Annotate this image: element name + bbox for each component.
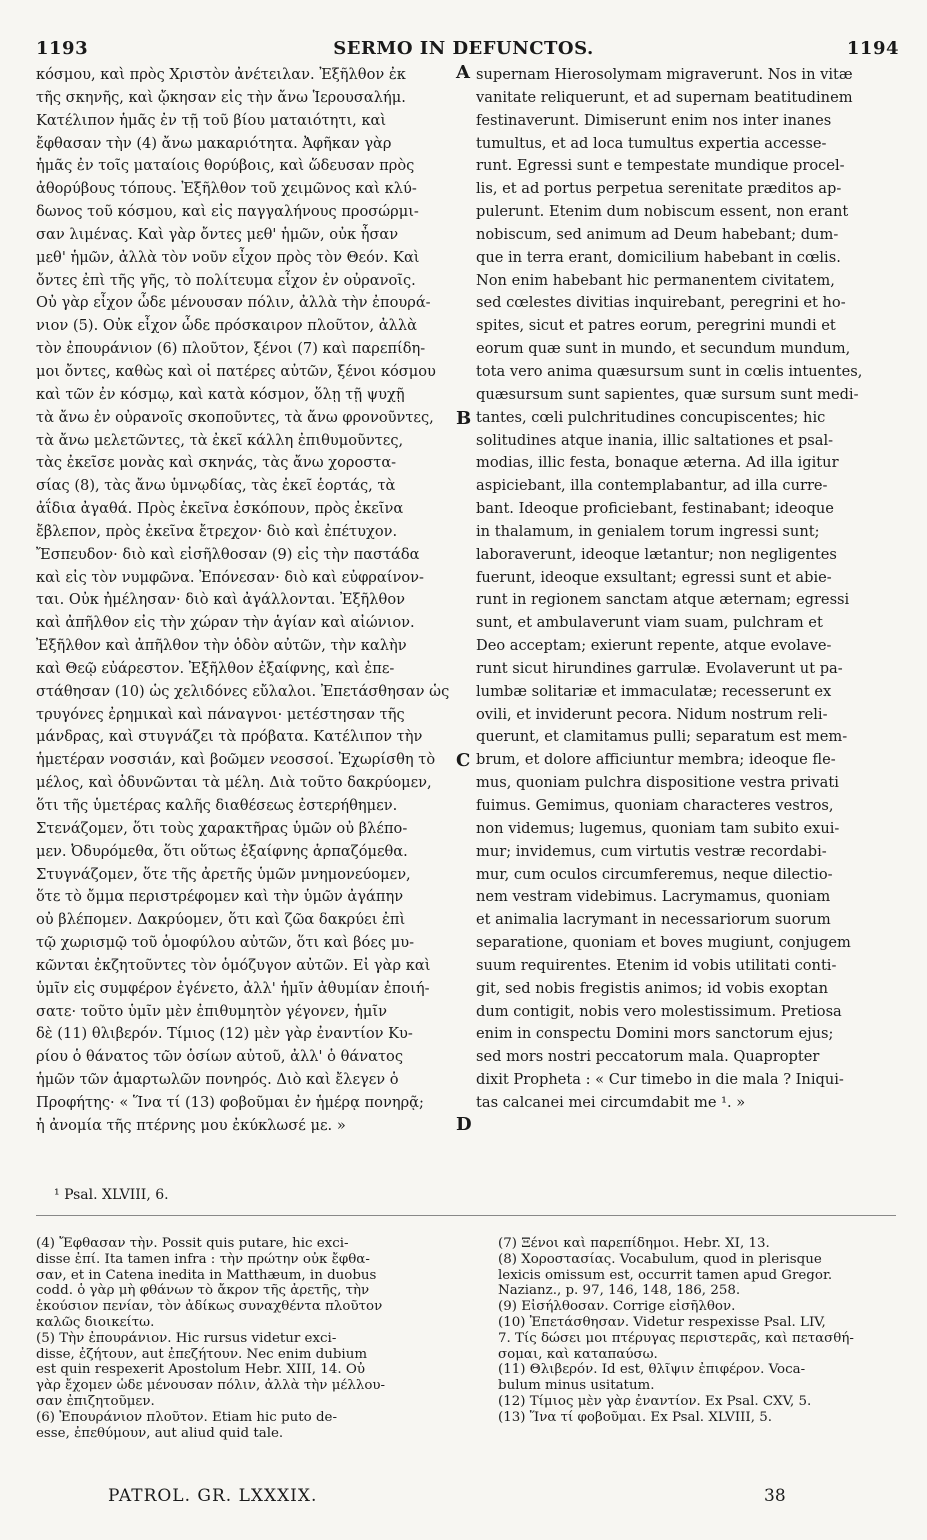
greek-text-line: τὸν ἐπουράνιον (6) πλοῦτον, ξένοι (7) καὶ παρεπίδη- <box>36 340 426 358</box>
greek-text-line: μέλος, καὶ ὀδυνῶνται τὰ μέλη. Διὰ τοῦτο δακρύομεν, <box>36 774 432 792</box>
note-line: bulum minus usitatum. <box>498 1378 655 1394</box>
margin-marker-a: A <box>456 62 470 83</box>
greek-text-line: ἔβλεπον, πρὸς ἐκεῖνα ἔτρεχον· διὸ καὶ ἐπέτυχον. <box>36 522 398 540</box>
latin-text-line: pulerunt. Etenim dum nobiscum essent, non erant <box>476 203 849 221</box>
greek-text-line: καὶ τῶν ἐν κόσμῳ, καὶ κατὰ κόσμον, ὅλῃ τῇ ψυχῇ <box>36 385 405 403</box>
latin-text-line: sunt, et ambulaverunt viam suam, pulchram et <box>476 614 823 632</box>
latin-text-line: supernam Hierosolymam migraverunt. Nos in vitæ <box>476 66 853 83</box>
latin-text-line: separatione, quoniam et boves mugiunt, conjugem <box>476 934 851 952</box>
note-line: σαν ἐπιζητοῦμεν. <box>36 1393 155 1409</box>
note-line: lexicis omissum est, occurrit tamen apud Gregor. <box>498 1267 833 1283</box>
greek-text-line: καὶ ἀπῆλθον εἰς τὴν χώραν τὴν ἁγίαν καὶ αἰώνιον. <box>36 614 415 632</box>
greek-text-line: τῆς σκηνῆς, καὶ ᾤκησαν εἰς τὴν ἄνω Ἱερουσαλήμ. <box>36 88 406 106</box>
latin-text-line: eorum quæ sunt in mundo, et secundum mundum, <box>476 340 851 358</box>
greek-text-line: μάνδρας, καὶ στυγνάζει τὰ πρόβατα. Κατέλιπον τὴν <box>36 728 423 746</box>
latin-text-line: ovili, et inviderunt pecora. Nidum nostrum reli- <box>476 705 828 723</box>
greek-text-line: ἡμᾶς ἐν τοῖς ματαίοις θορύβοις, καὶ ὥδευσαν πρὸς <box>36 157 415 175</box>
latin-text-line: runt in regionem sanctam atque æternam; egressi <box>476 591 850 609</box>
greek-column <box>36 64 454 1138</box>
latin-text-line: sed mors nostri peccatorum mala. Quapropter <box>476 1048 820 1066</box>
greek-text-line: Στενάζομεν, ὅτι τοὺς χαρακτῆρας ὑμῶν οὐ βλέπο- <box>36 819 408 837</box>
greek-text-line: ἡμῶν τῶν ἁμαρτωλῶν πονηρός. Διὸ καὶ ἔλεγεν ὁ <box>36 1071 399 1089</box>
greek-text-line: σατε· τοῦτο ὑμῖν μὲν ἐπιθυμητὸν γέγονεν, ἡμῖν <box>36 1002 387 1020</box>
latin-text-line: lumbæ solitariæ et immaculatæ; recesserunt ex <box>476 682 832 700</box>
note-line: (8) Χοροστασίας. Vocabulum, quod in plerisque <box>498 1251 822 1267</box>
latin-text-line: que in terra erant, domicilium habebant in cœlis. <box>476 248 841 266</box>
greek-text-line: δωνος τοῦ κόσμου, καὶ εἰς παγγαλήνους προσώρμι- <box>36 203 419 221</box>
greek-text-line: δὲ (11) θλιβερόν. Τίμιος (12) μὲν γὰρ ἐναντίον Κυ- <box>36 1025 413 1043</box>
notes-right-column <box>498 1236 898 1426</box>
latin-text-line: et animalia lacrymant in necessariorum suorum <box>476 911 831 929</box>
note-line: est quin respexerit Apostolum Hebr. XIII, 14. Οὐ <box>36 1362 365 1378</box>
latin-text-line: fuerunt, ideoque exsultant; egressi sunt et abie- <box>476 568 832 586</box>
margin-marker-c: C <box>456 750 471 771</box>
greek-text-line: ὅτι τῆς ὑμετέρας καλῆς διαθέσεως ἐστερήθημεν. <box>36 797 398 814</box>
latin-text-line: dixit Propheta : « Cur timebo in die mala ? Iniqui- <box>476 1071 844 1089</box>
note-line: (6) Ἐπουράνιον πλοῦτον. Etiam hic puto de- <box>36 1409 337 1425</box>
note-line: disse, ἐζήτουν, aut ἐπεζήτουν. Nec enim dubium <box>36 1346 368 1362</box>
note-line: (7) Ξένοι καὶ παρεπίδημοι. Hebr. XI, 13. <box>498 1236 770 1251</box>
note-line: σομαι, καὶ καταπαύσω. <box>498 1346 658 1362</box>
latin-text-line: mus, quoniam pulchra dispositione vestra privati <box>476 774 839 792</box>
latin-text-line: in thalamum, in genialem torum ingressi sunt; <box>476 522 820 540</box>
latin-column <box>476 64 896 1115</box>
greek-text-line: ἀθορύβους τόπους. Ἐξῆλθον τοῦ χειμῶνος καὶ κλύ- <box>36 180 417 198</box>
latin-text-line: tas calcanei mei circumdabit me ¹. » <box>476 1093 746 1111</box>
greek-text-line: τὰ ἄνω μελετῶντες, τὰ ἐκεῖ κάλλη ἐπιθυμοῦντες, <box>36 431 404 449</box>
latin-text-line: quæsursum sunt sapientes, quæ sursum sunt medi- <box>476 385 859 403</box>
greek-text-line: καὶ Θεῷ εὐάρεστον. Ἐξῆλθον ἐξαίφνης, καὶ ἐπε- <box>36 659 395 677</box>
latin-text-line: nobiscum, sed animum ad Deum habebant; dum- <box>476 225 839 243</box>
latin-text-line: tota vero anima quæsursum sunt in cœlis intuentes, <box>476 362 863 380</box>
latin-text-line: mur; invidemus, cum virtutis vestræ recordabi- <box>476 842 827 860</box>
note-line: (10) Ἐπετάσθησαν. Videtur respexisse Psal. LIV, <box>498 1314 826 1330</box>
footnote-reference: ¹ Psal. XLVIII, 6. <box>54 1187 169 1203</box>
greek-text-line: ται. Οὐκ ἠμέλησαν· διὸ καὶ ἀγάλλονται. Ἐξῆλθον <box>36 591 405 609</box>
note-line: (5) Τὴν ἐπουράνιον. Hic rursus videtur exci- <box>36 1330 337 1346</box>
greek-text-line: μεθ' ἡμῶν, ἀλλὰ τὸν νοῦν εἶχον πρὸς τὸν Θεόν. Καὶ <box>36 248 420 266</box>
latin-text-line: solitudines atque inania, illic saltationes et psal- <box>476 431 834 449</box>
latin-text-line: non videmus; lugemus, quoniam tam subito exui- <box>476 819 840 837</box>
greek-text-line: κόσμου, καὶ πρὸς Χριστὸν ἀνέτειλαν. Ἐξῆλθον ἐκ <box>36 66 406 83</box>
greek-text-line: νιον (5). Οὐκ εἶχον ὧδε πρόσκαιρον πλοῦτον, ἀλλὰ <box>36 317 417 335</box>
note-line: καλῶς διοικείτω. <box>36 1314 155 1330</box>
greek-text-line: ρίου ὁ θάνατος τῶν ὁσίων αὐτοῦ, ἀλλ' ὁ θάνατος <box>36 1048 403 1066</box>
greek-text-line: οὐ βλέπομεν. Δακρύομεν, ὅτι καὶ ζῶα δακρύει ἐπὶ <box>36 911 406 929</box>
latin-text-line: Non enim habebant hic permanentem civitatem, <box>476 271 835 289</box>
note-line: (9) Εἰσήλθοσαν. Corrige εἰσῆλθον. <box>498 1299 736 1315</box>
page-number-left: 1193 <box>36 38 89 59</box>
greek-text-line: Στυγνάζομεν, ὅτε τῆς ἀρετῆς ὑμῶν μνημονεύομεν, <box>36 865 411 883</box>
latin-text-line: bant. Ideoque proficiebant, festinabant; ideoque <box>476 500 834 518</box>
note-line: (4) Ἔφθασαν τὴν. Possit quis putare, hic exci- <box>36 1236 349 1251</box>
latin-text-line: tumultus, et ad loca tumultus expertia accesse- <box>476 134 827 152</box>
latin-text-line: mur, cum oculos circumferemus, neque dilectio- <box>476 865 833 883</box>
note-line: (12) Τίμιος μὲν γὰρ ἐναντίον. Ex Psal. CXV, 5. <box>498 1393 812 1409</box>
greek-text-line: Κατέλιπον ἡμᾶς ἐν τῇ τοῦ βίου ματαιότητι, καὶ <box>36 111 387 129</box>
note-line: (11) Θλιβερόν. Id est, θλῖψιν ἐπιφέρον. Voca- <box>498 1362 806 1378</box>
latin-text-line: laboraverunt, ideoque lætantur; non negligentes <box>476 545 837 563</box>
greek-text-line: ἡμετέραν νοσσιάν, καὶ βοῶμεν νεοσσοί. Ἐχωρίσθη τὸ <box>36 751 436 769</box>
greek-text-line: στάθησαν (10) ὡς χελιδόνες εὔλαλοι. Ἐπετάσθησαν ὡς <box>36 682 450 700</box>
note-line: ἑκούσιον πενίαν, τὸν ἀδίκως συναχθέντα πλοῦτον <box>36 1299 383 1315</box>
notes-left-column <box>36 1236 456 1441</box>
running-title: SERMO IN DEFUNCTOS. <box>333 38 594 59</box>
latin-text-line: tantes, cœli pulchritudines concupiscentes; hic <box>476 408 826 426</box>
greek-text-line: ὅτε τὸ ὄμμα περιστρέφομεν καὶ τὴν ὑμῶν ἀγάπην <box>36 888 404 906</box>
note-line: 7. Τίς δώσει μοι πτέρυγας περιστερᾶς, καὶ πετασθή- <box>498 1330 854 1346</box>
note-line: σαν, et in Catena inedita in Matthæum, in duobus <box>36 1267 377 1283</box>
page-number-right: 1194 <box>846 38 899 59</box>
margin-marker-b: B <box>456 408 472 429</box>
latin-text-line: Deo acceptam; exierunt repente, atque evolave- <box>476 637 832 655</box>
latin-text-line: enim in conspectu Domini mors sanctorum ejus; <box>476 1025 834 1043</box>
greek-text-line: Ἔσπευδον· διὸ καὶ εἰσῆλθοσαν (9) εἰς τὴν παστάδα <box>36 545 420 563</box>
latin-text-line: git, sed nobis fregistis animos; id vobis exoptan <box>476 979 828 997</box>
latin-text-line: fuimus. Gemimus, quoniam characteres vestros, <box>476 797 834 814</box>
greek-text-line: κῶνται ἐκζητοῦντες τὸν ὁμόζυγον αὐτῶν. Εἰ γὰρ καὶ <box>36 956 431 974</box>
note-line: codd. ὁ γὰρ μὴ φθάνων τὸ ἄκρον τῆς ἀρετῆς, τὴν <box>36 1283 370 1299</box>
greek-text-line: καὶ εἰς τὸν νυμφῶνα. Ἐπόνεσαν· διὸ καὶ εὐφραίνον- <box>36 568 424 586</box>
note-line: disse ἐπί. Ita tamen infra : τὴν πρώτην οὐκ ἔφθα- <box>36 1251 370 1267</box>
greek-text-line: ἀΐδια ἀγαθά. Πρὸς ἐκεῖνα ἐσκόπουν, πρὸς ἐκεῖνα <box>36 500 404 518</box>
greek-text-line: τὰς ἐκεῖσε μονὰς καὶ σκηνάς, τὰς ἄνω χοροστα- <box>36 454 397 472</box>
greek-text-line: ὄντες ἐπὶ τῆς γῆς, τὸ πολίτευμα εἶχον ἐν οὐρανοῖς. <box>36 271 416 289</box>
running-header <box>28 38 899 60</box>
notes-divider <box>36 1215 896 1216</box>
note-line: γὰρ ἔχομεν ὧδε μένουσαν πόλιν, ἀλλὰ τὴν μέλλου- <box>36 1378 386 1394</box>
greek-text-line: ἔφθασαν τὴν (4) ἄνω μακαριότητα. Ἀφῆκαν γὰρ <box>36 134 392 152</box>
greek-text-line: μοι ὄντες, καθὼς καὶ οἱ πατέρες αὐτῶν, ξένοι κόσμου <box>36 362 436 380</box>
greek-text-line: ὑμῖν εἰς συμφέρον ἐγένετο, ἀλλ' ἡμῖν ἀθυμίαν ἐποιή- <box>36 979 430 997</box>
latin-text-line: runt. Egressi sunt e tempestate mundique procel- <box>476 157 845 175</box>
latin-text-line: dum contigit, nobis vero molestissimum. Pretiosa <box>476 1002 842 1020</box>
latin-text-line: modias, illic festa, bonaque æterna. Ad illa igitur <box>476 454 839 472</box>
latin-text-line: aspiciebant, illa contemplabantur, ad illa curre- <box>476 477 828 495</box>
latin-text-line: festinaverunt. Dimiserunt enim nos inter inanes <box>476 111 832 129</box>
latin-text-line: vanitate reliquerunt, et ad supernam beatitudinem <box>476 88 853 106</box>
note-line: (13) Ἵνα τί φοβοῦμαι. Ex Psal. XLVIII, 5. <box>498 1409 772 1425</box>
latin-text-line: nem vestram videbimus. Lacrymamus, quoniam <box>476 888 831 906</box>
greek-text-line: Οὐ γὰρ εἶχον ὧδε μένουσαν πόλιν, ἀλλὰ τὴν ἐπουρά- <box>36 294 431 312</box>
latin-text-line: querunt, et clamitamus pulli; separatum est mem- <box>476 728 848 746</box>
latin-text-line: sed cœlestes divitias inquirebant, peregrini et ho- <box>476 294 846 312</box>
latin-text-line: spites, sicut et patres eorum, peregrini mundi et <box>476 317 836 335</box>
footer-series: PATROL. GR. LXXXIX. <box>108 1486 318 1506</box>
greek-text-line: ἡ ἀνομία τῆς πτέρνης μου ἐκύκλωσέ με. » <box>36 1116 346 1134</box>
latin-text-line: lis, et ad portus perpetua serenitate præditos ap- <box>476 180 842 198</box>
greek-text-line: τὰ ἄνω ἐν οὐρανοῖς σκοποῦντες, τὰ ἄνω φρονοῦντες, <box>36 408 434 426</box>
greek-text-line: τῷ χωρισμῷ τοῦ ὁμοφύλου αὐτῶν, ὅτι καὶ βόες μυ- <box>36 934 414 952</box>
latin-text-line: runt sicut hirundines garrulæ. Evolaverunt ut pa- <box>476 659 843 677</box>
greek-text-line: τρυγόνες ἐρημικαὶ καὶ πάναγνοι· μετέστησαν τῆς <box>36 705 405 723</box>
greek-text-line: σαν λιμένας. Καὶ γὰρ ὄντες μεθ' ἡμῶν, οὐκ ἦσαν <box>36 225 399 243</box>
note-line: Nazianz., p. 97, 146, 148, 186, 258. <box>498 1283 741 1299</box>
greek-text-line: Ἐξῆλθον καὶ ἀπῆλθον τὴν ὁδὸν αὐτῶν, τὴν καλὴν <box>36 637 407 655</box>
latin-text-line: brum, et dolore afficiuntur membra; ideoque fle- <box>476 751 836 769</box>
latin-text-line: suum requirentes. Etenim id vobis utilitati conti- <box>476 956 837 974</box>
margin-marker-d: D <box>456 1114 472 1135</box>
footer-signature: 38 <box>764 1486 786 1506</box>
greek-text-line: σίας (8), τὰς ἄνω ὑμνῳδίας, τὰς ἐκεῖ ἑορτάς, τὰ <box>36 477 396 495</box>
greek-text-line: Προφήτης· « Ἵνα τί (13) φοβοῦμαι ἐν ἡμέρᾳ πονηρᾷ; <box>36 1093 424 1111</box>
note-line: esse, ἐπεθύμουν, aut aliud quid tale. <box>36 1425 284 1441</box>
greek-text-line: μεν. Ὀδυρόμεθα, ὅτι οὕτως ἐξαίφνης ἁρπαζόμεθα. <box>36 842 408 860</box>
